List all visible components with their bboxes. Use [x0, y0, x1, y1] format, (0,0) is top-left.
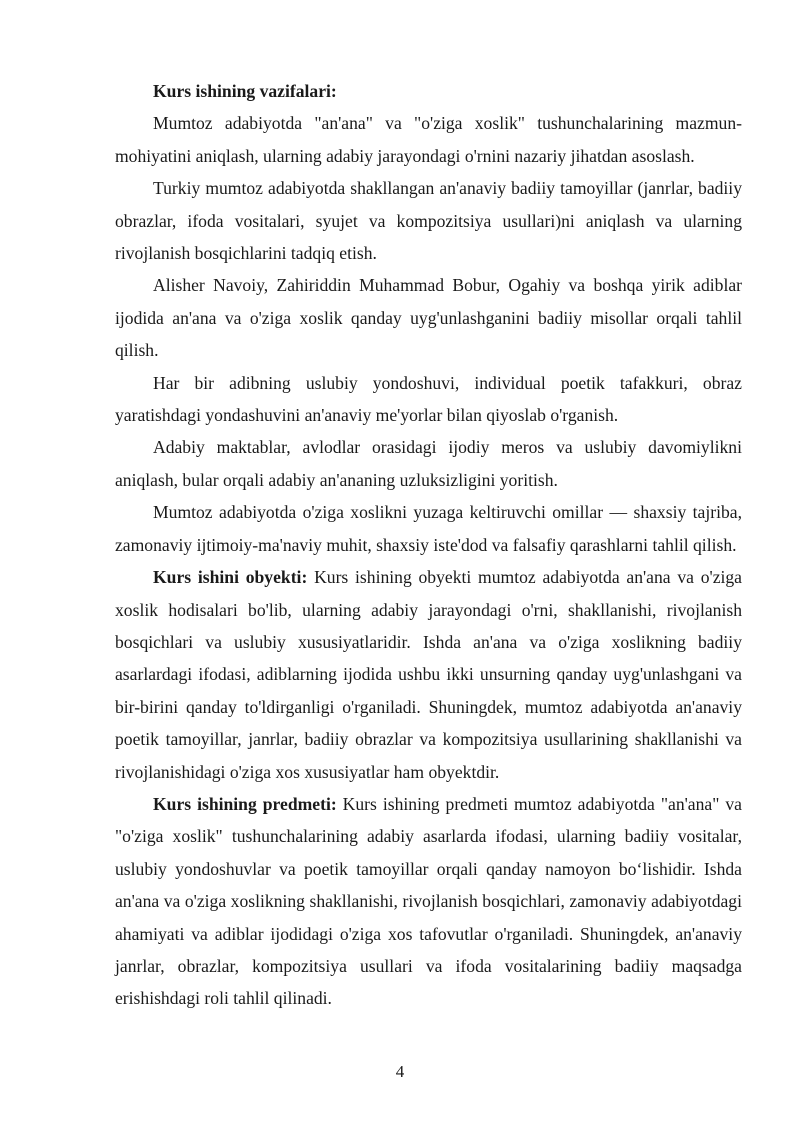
tasks-heading-text: Kurs ishining vazifalari:	[153, 81, 337, 101]
object-paragraph	[115, 561, 742, 788]
object-text: Kurs ishining obyekti mumtoz adabiyotda an'ana va o'ziga xoslik hodisalari bo'lib, ularning adabiy jarayondagi o'rni, shakllanishi, rivojlanish bosqichlari va uslubiy xususiyatlaridir. Ishda an'ana va o'ziga xoslikning badiiy asarlardagi ifodasi, adiblarning ijodida ushbu ikki unsurning qanday uyg'unlashgani va bir-birini qanday to'ldirganligi o'rganiladi. Shuningdek, mumtoz adabiyotda an'anaviy poetik tamoyillar, janrlar, badiiy obrazlar va kompozitsiya usullarining shakllanishi va rivojlanishidagi o'ziga xos xususiyatlar ham obyektdir.	[115, 567, 742, 782]
subject-text: Kurs ishining predmeti mumtoz adabiyotda "an'ana" va "o'ziga xoslik" tushunchalarining adabiy asarlarda ifodasi, ularning badiiy vositalar, uslubiy yondoshuvlar va poetik tamoyillar orqali qanday namoyon bo‘lishidir. Ishda an'ana va o'ziga xoslikning shakllanishi, rivojlanish bosqichlari, zamonaviy adabiyotdagi ahamiyati va adiblar ijodidagi o'ziga xos tafovutlar o'rganiladi. Shuningdek, an'anaviy janrlar, obrazlar, kompozitsiya usullari va ifoda vositalarining badiiy maqsadga erishishdagi roli tahlil qilinadi.	[115, 793, 742, 1009]
task-paragraph-1: Mumtoz adabiyotda "an'ana" va "o'ziga xoslik" tushunchalarining mazmun-mohiyatini aniqlash, ularning adabiy jarayondagi o'rnini nazariy jihatdan asoslash.	[115, 113, 742, 166]
tasks-heading	[115, 75, 742, 107]
task-paragraph-3: Alisher Navoiy, Zahiriddin Muhammad Bobur, Ogahiy va boshqa yirik adiblar ijodida an'ana va o'ziga xoslik qanday uyg'unlashganini badiiy misollar orqali tahlil qilish.	[115, 275, 742, 361]
task-paragraph-6: Mumtoz adabiyotda o'ziga xoslikni yuzaga keltiruvchi omillar — shaxsiy tajriba, zamonaviy ijtimoiy-ma'naviy muhit, shaxsiy iste'dod va falsafiy qarashlarni tahlil qilish.	[115, 502, 742, 555]
object-label: Kurs ishini obyekti:	[153, 567, 308, 588]
task-paragraph-2: Turkiy mumtoz adabiyotda shakllangan an'anaviy badiiy tamoyillar (janrlar, badiiy obrazlar, ifoda vositalari, syujet va kompozitsiya usullari)ni aniqlash va ularning rivojlanish bosqichlarini tadqiq etish.	[115, 178, 742, 264]
subject-paragraph	[115, 788, 742, 1015]
subject-label: Kurs ishining predmeti:	[153, 793, 337, 814]
page-number: 4	[395, 1062, 405, 1081]
task-paragraph-5: Adabiy maktablar, avlodlar orasidagi ijodiy meros va uslubiy davomiylikni aniqlash, bular orqali adabiy an'ananing uzluksizligini yoritish.	[115, 437, 742, 490]
document-page	[115, 75, 742, 1015]
task-paragraph-4: Har bir adibning uslubiy yondoshuvi, individual poetik tafakkuri, obraz yaratishdagi yondashuvini an'anaviy me'yorlar bilan qiyoslab o'rganish.	[115, 372, 742, 426]
